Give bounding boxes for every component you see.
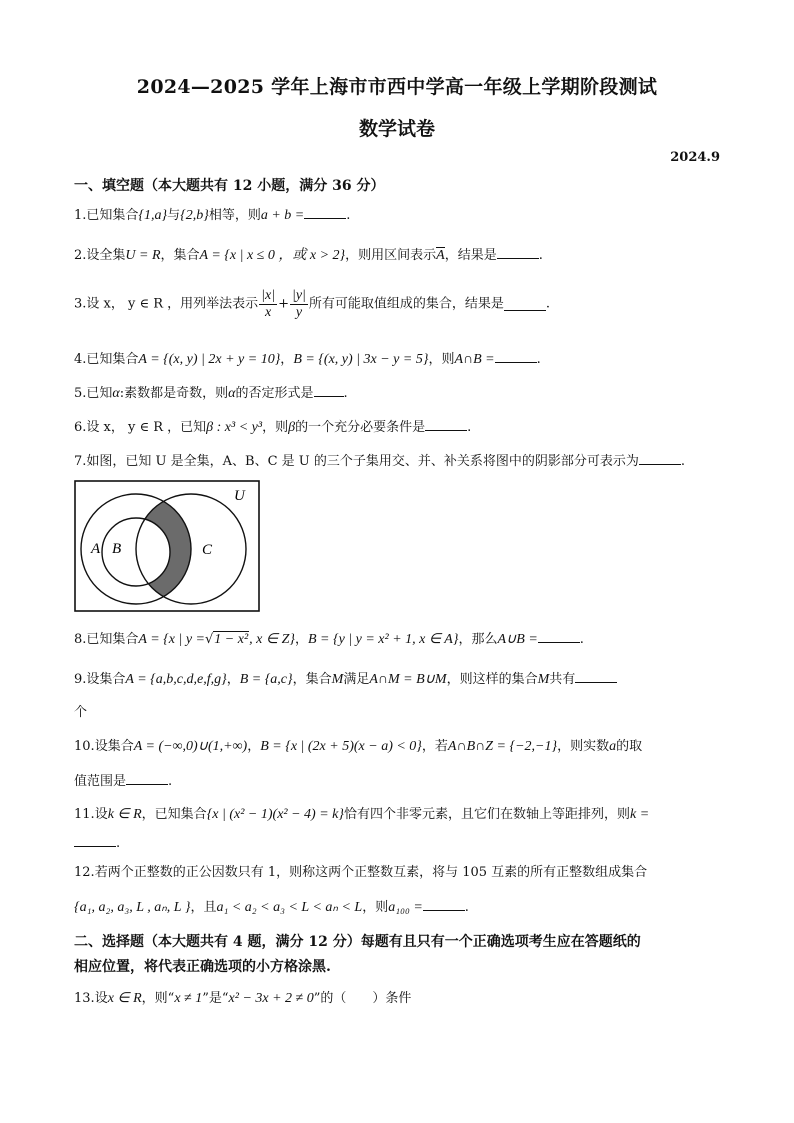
answer-blank[interactable] xyxy=(314,384,344,397)
section-1-heading: 一、填空题（本大题共有 12 小题，满分 36 分） xyxy=(74,178,385,194)
answer-blank[interactable] xyxy=(423,898,465,911)
label-c: C xyxy=(202,542,213,558)
question-2: 2.设全集U = R，集合A = {x | x ≤ 0 ，或 x > 2}，则用区间表示A，结果是 . xyxy=(74,248,543,263)
question-13: 13.设x ∈ R，则“x ≠ 1”是“x² − 3x + 2 ≠ 0”的（ ）条件 xyxy=(74,991,412,1006)
question-10: 10.设集合A = (−∞,0)∪(1,+∞)，B = {x | (2x + 5)(x − a) < 0}，若A∩B∩Z = {−2,−1}，则实数a的取 xyxy=(74,739,643,754)
label-b: B xyxy=(112,541,122,557)
answer-blank[interactable] xyxy=(497,246,539,259)
question-7: 7.如图，已知 U 是全集，A、B、C 是 U 的三个子集用交、并、补关系将图中的阴影部分可表示为 . xyxy=(74,454,686,469)
question-11-cont: . xyxy=(74,834,120,853)
fraction-x: $\frac{|x|}{x}$ xyxy=(261,288,276,320)
answer-blank[interactable] xyxy=(639,452,681,465)
question-12: 12.若两个正整数的正公因数只有 1，则称这两个正整数互素，将与 105 互素的所有正整数组成集合 xyxy=(74,865,648,880)
answer-blank[interactable] xyxy=(575,670,617,683)
answer-blank[interactable] xyxy=(126,772,168,785)
question-10-cont: 值范围是 . xyxy=(74,774,173,789)
answer-blank[interactable] xyxy=(304,206,346,219)
question-9: 9.设集合A = {a,b,c,d,e,f,g}，B = {a,c}，集合M满足A∩M = B∪M，则这样的集合M共有 xyxy=(74,670,617,689)
question-6: 6.设 x， y ∈ R ，已知β : x³ < y³，则β的一个充分必要条件是 . xyxy=(74,420,472,435)
label-a: A xyxy=(91,541,101,557)
question-5: 5.已知α:素数都是奇数，则α的否定形式是 . xyxy=(74,386,348,401)
answer-blank[interactable] xyxy=(425,418,467,431)
exam-subtitle: 数学试卷 xyxy=(358,118,435,140)
section-2-heading: 二、选择题（本大题共有 4 题，满分 12 分）每题有且只有一个正确选项考生应在答题纸的 xyxy=(74,934,641,950)
exam-date: 2024.9 xyxy=(670,150,720,165)
question-9-cont: 个 xyxy=(74,705,88,720)
section-2-heading-cont: 相应位置，将代表正确选项的小方格涂黑. xyxy=(74,959,331,975)
question-11: 11.设k ∈ R，已知集合{x | (x² − 1)(x² − 4) = k}恰有四个非零元素，且它们在数轴上等距排列，则k = xyxy=(74,807,650,822)
fraction-y: $\frac{|y|}{y}$ xyxy=(291,288,306,320)
answer-blank[interactable] xyxy=(538,630,580,643)
question-3: 3.设 x， y ∈ R ，用列举法表示 $\frac{|x|}{x}$ + $\frac{|y|}{y}$ 所有可能取值组成的集合，结果是 . xyxy=(74,288,551,320)
question-12-cont: {a₁, a₂, a₃, L , aₙ, L }，且a₁ < a₂ < a₃ < L < aₙ < L，则a₁₀₀ = . xyxy=(74,900,469,915)
label-u: U xyxy=(234,488,245,504)
venn-diagram xyxy=(74,480,260,612)
answer-blank[interactable] xyxy=(74,834,116,847)
answer-blank[interactable] xyxy=(504,298,546,311)
question-8: 8.已知集合A = {x | y =√1 − x², x ∈ Z}，B = {y | y = x² + 1, x ∈ A}，那么A∪B = . xyxy=(74,632,584,647)
question-1: 1.已知集合{1,a}与{2,b}相等，则a + b = . xyxy=(74,208,351,223)
question-4: 4.已知集合A = {(x, y) | 2x + y = 10}，B = {(x, y) | 3x − y = 5}，则A∩B = . xyxy=(74,352,541,367)
answer-blank[interactable] xyxy=(495,350,537,363)
exam-title: 2024—2025 学年上海市市西中学高一年级上学期阶段测试 xyxy=(136,76,658,98)
